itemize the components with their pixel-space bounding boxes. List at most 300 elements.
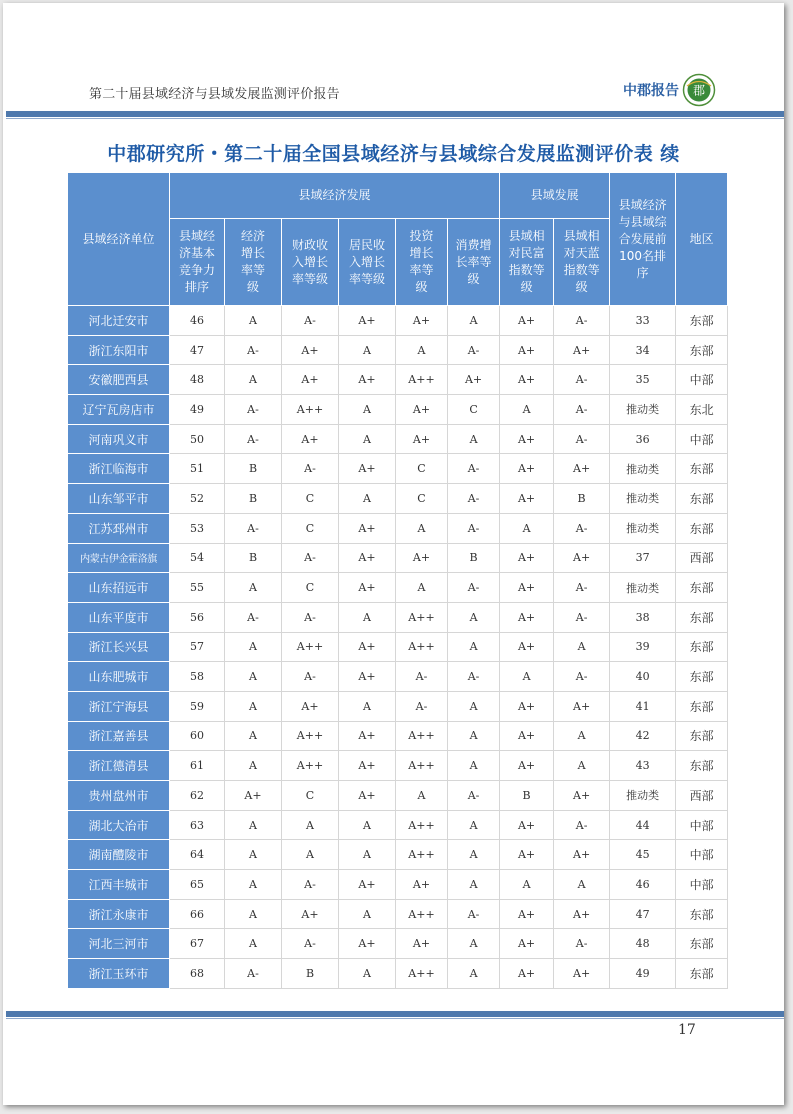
income-growth-grade-cell: A+ (339, 929, 396, 959)
table-row (68, 751, 728, 781)
col-blue-sky-index-header: 县域相对天蓝指数等级 (554, 219, 610, 306)
county-name-cell: 安徽肥西县 (68, 365, 170, 395)
blue-sky-index-grade-cell: A- (554, 365, 610, 395)
investment-growth-grade-cell: A (396, 573, 448, 603)
fiscal-growth-grade-cell: A- (282, 454, 339, 484)
wealth-index-grade-cell: A+ (500, 543, 554, 573)
table-row (68, 810, 728, 840)
county-name-cell: 江西丰城市 (68, 870, 170, 900)
blue-sky-index-grade-cell: A- (554, 513, 610, 543)
investment-growth-grade-cell: A (396, 513, 448, 543)
wealth-index-grade-cell: A (500, 395, 554, 425)
wealth-index-grade-cell: A+ (500, 335, 554, 365)
competitiveness-rank-cell: 52 (170, 484, 225, 514)
top100-rank-cell: 推动类 (610, 395, 676, 425)
consumption-growth-grade-cell: A- (448, 781, 500, 811)
table-row (68, 840, 728, 870)
table-row (68, 721, 728, 751)
investment-growth-grade-cell: A++ (396, 632, 448, 662)
competitiveness-rank-cell: 59 (170, 691, 225, 721)
economic-growth-grade-cell: A- (225, 602, 282, 632)
blue-sky-index-grade-cell: A+ (554, 691, 610, 721)
fiscal-growth-grade-cell: A+ (282, 691, 339, 721)
county-name-cell: 河南巩义市 (68, 424, 170, 454)
fiscal-growth-grade-cell: A+ (282, 365, 339, 395)
page-number: 17 (678, 1022, 696, 1038)
competitiveness-rank-cell: 50 (170, 424, 225, 454)
region-cell: 东部 (676, 632, 728, 662)
county-name-cell: 辽宁瓦房店市 (68, 395, 170, 425)
region-cell: 东部 (676, 573, 728, 603)
col-fiscal-growth-header: 财政收入增长率等级 (282, 219, 339, 306)
competitiveness-rank-cell: 58 (170, 662, 225, 692)
fiscal-growth-grade-cell: A++ (282, 395, 339, 425)
table-row (68, 899, 728, 929)
top100-rank-cell: 43 (610, 751, 676, 781)
top100-rank-cell: 39 (610, 632, 676, 662)
county-name-cell: 湖南醴陵市 (68, 840, 170, 870)
income-growth-grade-cell: A+ (339, 513, 396, 543)
wealth-index-grade-cell: A+ (500, 721, 554, 751)
investment-growth-grade-cell: A++ (396, 365, 448, 395)
income-growth-grade-cell: A+ (339, 632, 396, 662)
wealth-index-grade-cell: A+ (500, 602, 554, 632)
investment-growth-grade-cell: A+ (396, 424, 448, 454)
brand-name: 中郡报告 (623, 83, 679, 99)
economic-growth-grade-cell: A- (225, 395, 282, 425)
blue-sky-index-grade-cell: A+ (554, 781, 610, 811)
economic-growth-grade-cell: A (225, 573, 282, 603)
fiscal-growth-grade-cell: A- (282, 543, 339, 573)
competitiveness-rank-cell: 46 (170, 306, 225, 336)
competitiveness-rank-cell: 66 (170, 899, 225, 929)
footer-rule-thin (6, 1018, 784, 1019)
region-cell: 中部 (676, 870, 728, 900)
economic-growth-grade-cell: A (225, 365, 282, 395)
table-row (68, 691, 728, 721)
consumption-growth-grade-cell: A (448, 870, 500, 900)
county-name-cell: 山东肥城市 (68, 662, 170, 692)
county-name-cell: 浙江嘉善县 (68, 721, 170, 751)
blue-sky-index-grade-cell: A- (554, 929, 610, 959)
table-title: 中郡研究所・第二十届全国县域经济与县域综合发展监测评价表 续 (107, 143, 680, 165)
table-row (68, 662, 728, 692)
consumption-growth-grade-cell: A- (448, 899, 500, 929)
fiscal-growth-grade-cell: A++ (282, 632, 339, 662)
income-growth-grade-cell: A (339, 810, 396, 840)
county-name-cell: 江苏邳州市 (68, 513, 170, 543)
income-growth-grade-cell: A+ (339, 781, 396, 811)
blue-sky-index-grade-cell: A+ (554, 454, 610, 484)
top100-rank-cell: 49 (610, 959, 676, 989)
economic-growth-grade-cell: B (225, 484, 282, 514)
investment-growth-grade-cell: A++ (396, 751, 448, 781)
blue-sky-index-grade-cell: A- (554, 424, 610, 454)
top100-rank-cell: 40 (610, 662, 676, 692)
region-cell: 东部 (676, 484, 728, 514)
region-cell: 东部 (676, 691, 728, 721)
income-growth-grade-cell: A+ (339, 365, 396, 395)
wealth-index-grade-cell: A+ (500, 365, 554, 395)
fiscal-growth-grade-cell: A+ (282, 899, 339, 929)
report-page (3, 3, 784, 1105)
fiscal-growth-grade-cell: A- (282, 929, 339, 959)
region-cell: 东部 (676, 335, 728, 365)
col-competitiveness-header: 县域经济基本竞争力排序 (170, 219, 225, 306)
income-growth-grade-cell: A+ (339, 573, 396, 603)
economic-growth-grade-cell: A (225, 662, 282, 692)
economic-growth-grade-cell: A (225, 840, 282, 870)
consumption-growth-grade-cell: A (448, 959, 500, 989)
wealth-index-grade-cell: A+ (500, 899, 554, 929)
economic-growth-grade-cell: A (225, 306, 282, 336)
county-name-cell: 河北三河市 (68, 929, 170, 959)
income-growth-grade-cell: A (339, 484, 396, 514)
investment-growth-grade-cell: A++ (396, 959, 448, 989)
wealth-index-grade-cell: A+ (500, 691, 554, 721)
investment-growth-grade-cell: A (396, 335, 448, 365)
top100-rank-cell: 推动类 (610, 513, 676, 543)
county-name-cell: 浙江长兴县 (68, 632, 170, 662)
blue-sky-index-grade-cell: A- (554, 602, 610, 632)
income-growth-grade-cell: A (339, 602, 396, 632)
competitiveness-rank-cell: 65 (170, 870, 225, 900)
county-name-cell: 浙江宁海县 (68, 691, 170, 721)
table-body (68, 306, 728, 989)
blue-sky-index-grade-cell: A+ (554, 840, 610, 870)
region-cell: 西部 (676, 781, 728, 811)
region-cell: 中部 (676, 840, 728, 870)
blue-sky-index-grade-cell: A (554, 632, 610, 662)
blue-sky-index-grade-cell: A+ (554, 899, 610, 929)
wealth-index-grade-cell: A+ (500, 573, 554, 603)
wealth-index-grade-cell: A+ (500, 306, 554, 336)
income-growth-grade-cell: A+ (339, 543, 396, 573)
economic-growth-grade-cell: A- (225, 513, 282, 543)
economic-growth-grade-cell: A (225, 870, 282, 900)
income-growth-grade-cell: A (339, 691, 396, 721)
col-wealth-index-header: 县域相对民富指数等级 (500, 219, 554, 306)
economic-growth-grade-cell: A (225, 721, 282, 751)
region-cell: 东部 (676, 454, 728, 484)
income-growth-grade-cell: A (339, 395, 396, 425)
fiscal-growth-grade-cell: C (282, 484, 339, 514)
consumption-growth-grade-cell: A (448, 602, 500, 632)
top100-rank-cell: 47 (610, 899, 676, 929)
table-row (68, 543, 728, 573)
economic-growth-grade-cell: B (225, 543, 282, 573)
investment-growth-grade-cell: A++ (396, 810, 448, 840)
region-cell: 东部 (676, 899, 728, 929)
consumption-growth-grade-cell: B (448, 543, 500, 573)
investment-growth-grade-cell: C (396, 454, 448, 484)
consumption-growth-grade-cell: A (448, 840, 500, 870)
income-growth-grade-cell: A (339, 335, 396, 365)
table-row (68, 454, 728, 484)
consumption-growth-grade-cell: A- (448, 335, 500, 365)
income-growth-grade-cell: A+ (339, 870, 396, 900)
income-growth-grade-cell: A+ (339, 662, 396, 692)
col-income-growth-header: 居民收入增长率等级 (339, 219, 396, 306)
zhongjun-logo-icon (682, 73, 716, 107)
county-name-cell: 湖北大冶市 (68, 810, 170, 840)
top100-rank-cell: 推动类 (610, 454, 676, 484)
region-cell: 东部 (676, 721, 728, 751)
consumption-growth-grade-cell: C (448, 395, 500, 425)
blue-sky-index-grade-cell: A (554, 721, 610, 751)
wealth-index-grade-cell: A+ (500, 959, 554, 989)
county-name-cell: 浙江临海市 (68, 454, 170, 484)
consumption-growth-grade-cell: A- (448, 513, 500, 543)
region-cell: 东部 (676, 306, 728, 336)
group-development-header: 县域发展 (500, 173, 610, 219)
fiscal-growth-grade-cell: A- (282, 306, 339, 336)
fiscal-growth-grade-cell: A (282, 840, 339, 870)
region-cell: 东北 (676, 395, 728, 425)
investment-growth-grade-cell: A+ (396, 929, 448, 959)
county-name-cell: 贵州盘州市 (68, 781, 170, 811)
top100-rank-cell: 41 (610, 691, 676, 721)
region-cell: 东部 (676, 751, 728, 781)
region-cell: 东部 (676, 602, 728, 632)
table-row (68, 513, 728, 543)
table-row (68, 335, 728, 365)
economic-growth-grade-cell: A (225, 929, 282, 959)
fiscal-growth-grade-cell: A+ (282, 335, 339, 365)
investment-growth-grade-cell: A+ (396, 870, 448, 900)
economic-growth-grade-cell: A+ (225, 781, 282, 811)
region-cell: 东部 (676, 959, 728, 989)
col-top100-header: 县域经济与县域综合发展前100名排序 (610, 173, 676, 306)
investment-growth-grade-cell: A+ (396, 306, 448, 336)
top100-rank-cell: 44 (610, 810, 676, 840)
top100-rank-cell: 37 (610, 543, 676, 573)
county-name-cell: 浙江永康市 (68, 899, 170, 929)
income-growth-grade-cell: A (339, 424, 396, 454)
competitiveness-rank-cell: 48 (170, 365, 225, 395)
investment-growth-grade-cell: A++ (396, 602, 448, 632)
consumption-growth-grade-cell: A (448, 721, 500, 751)
county-name-cell: 山东邹平市 (68, 484, 170, 514)
evaluation-table (67, 172, 728, 989)
wealth-index-grade-cell: A (500, 662, 554, 692)
competitiveness-rank-cell: 56 (170, 602, 225, 632)
investment-growth-grade-cell: A- (396, 691, 448, 721)
income-growth-grade-cell: A (339, 899, 396, 929)
investment-growth-grade-cell: A+ (396, 543, 448, 573)
fiscal-growth-grade-cell: B (282, 959, 339, 989)
consumption-growth-grade-cell: A (448, 424, 500, 454)
county-name-cell: 河北迁安市 (68, 306, 170, 336)
consumption-growth-grade-cell: A- (448, 573, 500, 603)
top100-rank-cell: 42 (610, 721, 676, 751)
blue-sky-index-grade-cell: A+ (554, 543, 610, 573)
table-row (68, 959, 728, 989)
table-row (68, 781, 728, 811)
region-cell: 东部 (676, 513, 728, 543)
competitiveness-rank-cell: 49 (170, 395, 225, 425)
fiscal-growth-grade-cell: A+ (282, 424, 339, 454)
income-growth-grade-cell: A+ (339, 721, 396, 751)
fiscal-growth-grade-cell: A- (282, 602, 339, 632)
consumption-growth-grade-cell: A (448, 691, 500, 721)
consumption-growth-grade-cell: A+ (448, 365, 500, 395)
income-growth-grade-cell: A+ (339, 306, 396, 336)
table-row (68, 602, 728, 632)
table-row (68, 424, 728, 454)
region-cell: 西部 (676, 543, 728, 573)
blue-sky-index-grade-cell: A- (554, 395, 610, 425)
top100-rank-cell: 45 (610, 840, 676, 870)
blue-sky-index-grade-cell: A (554, 751, 610, 781)
blue-sky-index-grade-cell: A (554, 870, 610, 900)
investment-growth-grade-cell: A++ (396, 840, 448, 870)
competitiveness-rank-cell: 68 (170, 959, 225, 989)
table-row (68, 573, 728, 603)
consumption-growth-grade-cell: A- (448, 484, 500, 514)
header-rule-thin (6, 118, 784, 119)
wealth-index-grade-cell: A (500, 513, 554, 543)
col-economic-growth-header: 经济增长率等级 (225, 219, 282, 306)
competitiveness-rank-cell: 54 (170, 543, 225, 573)
fiscal-growth-grade-cell: C (282, 573, 339, 603)
investment-growth-grade-cell: A++ (396, 899, 448, 929)
svg-text:郡: 郡 (692, 83, 706, 98)
economic-growth-grade-cell: A- (225, 424, 282, 454)
top100-rank-cell: 34 (610, 335, 676, 365)
competitiveness-rank-cell: 63 (170, 810, 225, 840)
fiscal-growth-grade-cell: A (282, 810, 339, 840)
investment-growth-grade-cell: A++ (396, 721, 448, 751)
wealth-index-grade-cell: A+ (500, 929, 554, 959)
table-row (68, 306, 728, 336)
table-row (68, 365, 728, 395)
consumption-growth-grade-cell: A- (448, 454, 500, 484)
competitiveness-rank-cell: 61 (170, 751, 225, 781)
competitiveness-rank-cell: 62 (170, 781, 225, 811)
blue-sky-index-grade-cell: A- (554, 573, 610, 603)
table-row (68, 395, 728, 425)
county-name-cell: 内蒙古伊金霍洛旗 (68, 543, 170, 573)
region-cell: 中部 (676, 810, 728, 840)
table-row (68, 929, 728, 959)
table-row (68, 870, 728, 900)
competitiveness-rank-cell: 67 (170, 929, 225, 959)
wealth-index-grade-cell: A+ (500, 484, 554, 514)
competitiveness-rank-cell: 47 (170, 335, 225, 365)
wealth-index-grade-cell: A+ (500, 424, 554, 454)
fiscal-growth-grade-cell: C (282, 781, 339, 811)
economic-growth-grade-cell: A (225, 691, 282, 721)
wealth-index-grade-cell: A (500, 870, 554, 900)
top100-rank-cell: 推动类 (610, 484, 676, 514)
region-cell: 中部 (676, 365, 728, 395)
top100-rank-cell: 推动类 (610, 573, 676, 603)
income-growth-grade-cell: A (339, 840, 396, 870)
consumption-growth-grade-cell: A (448, 751, 500, 781)
competitiveness-rank-cell: 51 (170, 454, 225, 484)
running-header: 第二十届县域经济与县域发展监测评价报告 (89, 87, 340, 102)
investment-growth-grade-cell: A (396, 781, 448, 811)
wealth-index-grade-cell: B (500, 781, 554, 811)
table-row (68, 632, 728, 662)
investment-growth-grade-cell: A- (396, 662, 448, 692)
economic-growth-grade-cell: A- (225, 959, 282, 989)
fiscal-growth-grade-cell: A++ (282, 751, 339, 781)
county-name-cell: 浙江东阳市 (68, 335, 170, 365)
competitiveness-rank-cell: 60 (170, 721, 225, 751)
top100-rank-cell: 48 (610, 929, 676, 959)
table-row (68, 484, 728, 514)
fiscal-growth-grade-cell: A- (282, 870, 339, 900)
income-growth-grade-cell: A+ (339, 454, 396, 484)
blue-sky-index-grade-cell: A- (554, 306, 610, 336)
consumption-growth-grade-cell: A (448, 810, 500, 840)
fiscal-growth-grade-cell: A++ (282, 721, 339, 751)
wealth-index-grade-cell: A+ (500, 454, 554, 484)
top100-rank-cell: 33 (610, 306, 676, 336)
fiscal-growth-grade-cell: C (282, 513, 339, 543)
economic-growth-grade-cell: A- (225, 335, 282, 365)
blue-sky-index-grade-cell: A- (554, 662, 610, 692)
top100-rank-cell: 46 (610, 870, 676, 900)
income-growth-grade-cell: A+ (339, 751, 396, 781)
investment-growth-grade-cell: C (396, 484, 448, 514)
investment-growth-grade-cell: A+ (396, 395, 448, 425)
competitiveness-rank-cell: 64 (170, 840, 225, 870)
wealth-index-grade-cell: A+ (500, 632, 554, 662)
wealth-index-grade-cell: A+ (500, 840, 554, 870)
footer-rule (6, 1011, 784, 1017)
consumption-growth-grade-cell: A (448, 632, 500, 662)
consumption-growth-grade-cell: A (448, 929, 500, 959)
consumption-growth-grade-cell: A (448, 306, 500, 336)
economic-growth-grade-cell: B (225, 454, 282, 484)
top100-rank-cell: 38 (610, 602, 676, 632)
county-name-cell: 山东招远市 (68, 573, 170, 603)
competitiveness-rank-cell: 53 (170, 513, 225, 543)
wealth-index-grade-cell: A+ (500, 810, 554, 840)
economic-growth-grade-cell: A (225, 632, 282, 662)
blue-sky-index-grade-cell: A+ (554, 959, 610, 989)
group-economy-header: 县域经济发展 (170, 173, 500, 219)
col-unit-header: 县域经济单位 (68, 173, 170, 306)
economic-growth-grade-cell: A (225, 751, 282, 781)
economic-growth-grade-cell: A (225, 810, 282, 840)
col-investment-growth-header: 投资增长率等级 (396, 219, 448, 306)
consumption-growth-grade-cell: A- (448, 662, 500, 692)
county-name-cell: 山东平度市 (68, 602, 170, 632)
county-name-cell: 浙江玉环市 (68, 959, 170, 989)
region-cell: 东部 (676, 662, 728, 692)
blue-sky-index-grade-cell: A- (554, 810, 610, 840)
blue-sky-index-grade-cell: A+ (554, 335, 610, 365)
blue-sky-index-grade-cell: B (554, 484, 610, 514)
income-growth-grade-cell: A (339, 959, 396, 989)
col-consumption-growth-header: 消费增长率等级 (448, 219, 500, 306)
county-name-cell: 浙江德清县 (68, 751, 170, 781)
col-region-header: 地区 (676, 173, 728, 306)
wealth-index-grade-cell: A+ (500, 751, 554, 781)
header-rule (6, 111, 784, 117)
competitiveness-rank-cell: 55 (170, 573, 225, 603)
top100-rank-cell: 35 (610, 365, 676, 395)
fiscal-growth-grade-cell: A- (282, 662, 339, 692)
economic-growth-grade-cell: A (225, 899, 282, 929)
region-cell: 东部 (676, 929, 728, 959)
competitiveness-rank-cell: 57 (170, 632, 225, 662)
top100-rank-cell: 推动类 (610, 781, 676, 811)
